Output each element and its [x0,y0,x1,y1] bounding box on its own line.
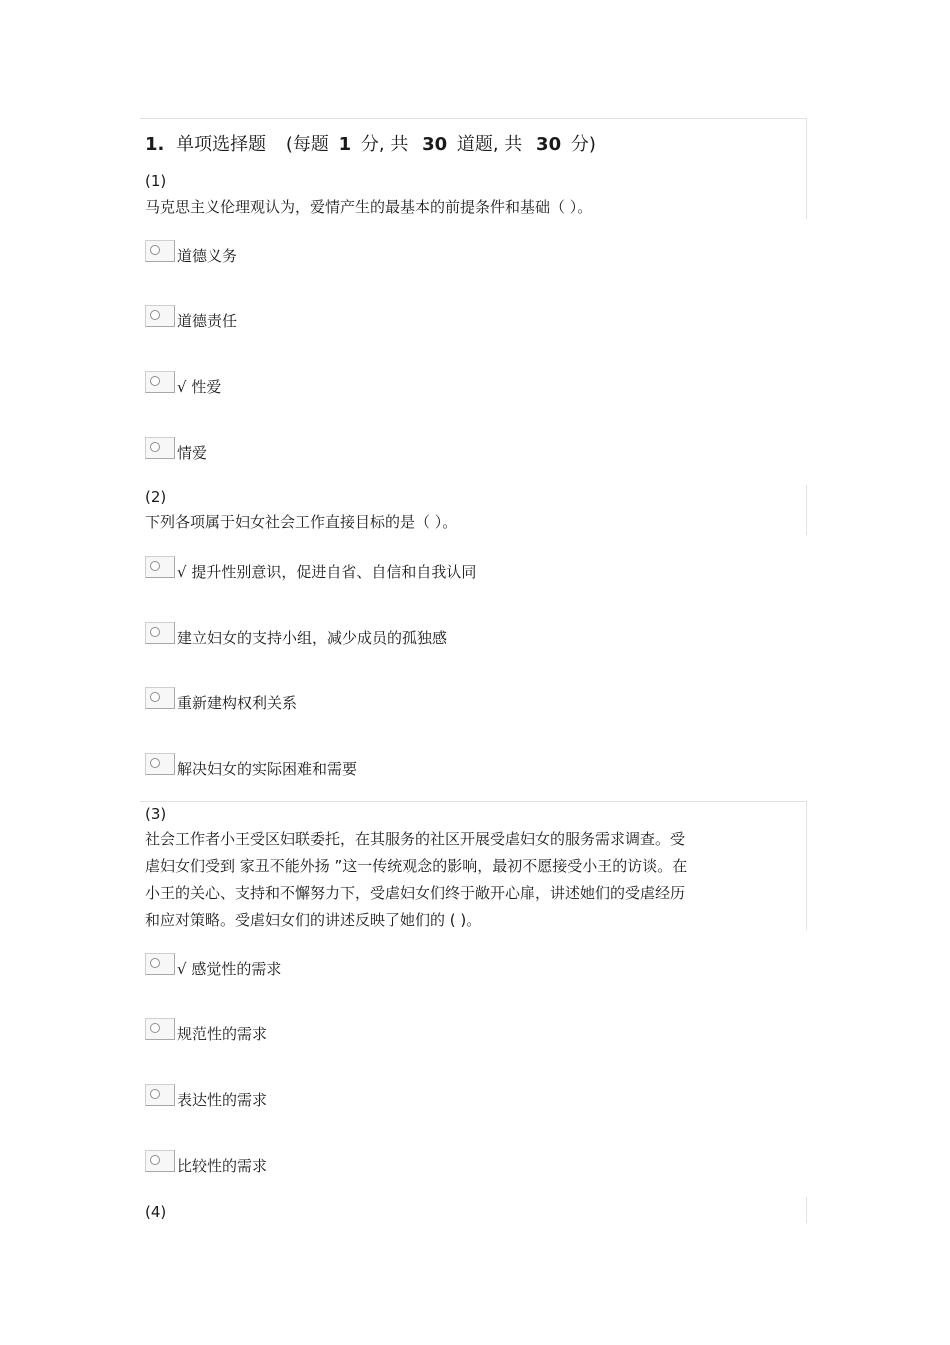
radio-button[interactable] [145,753,175,775]
option-label[interactable]: √ 感觉性的需求 [177,960,282,978]
stem-line: 小王的关心、支持和不懈努力下，受虐妇女们终于敞开心扉，讲述她们的受虐经历 [145,884,686,902]
option-label[interactable]: 重新建构权利关系 [177,694,298,712]
option-label[interactable]: 表达性的需求 [177,1091,268,1109]
option-label[interactable]: 比较性的需求 [177,1157,268,1175]
option-label[interactable]: 规范性的需求 [177,1025,268,1043]
radio-button[interactable] [145,305,175,327]
radio-button[interactable] [145,622,175,644]
radio-button[interactable] [145,953,175,975]
question-2-stem [145,509,457,536]
scoring-close: 分) [570,134,596,155]
stem-line: 马克思主义伦理观认为，爱情产生的最基本的前提条件和基础（ ）。 [145,198,593,216]
question-1-number: (1) [145,172,167,190]
radio-circle-icon [150,627,160,637]
scoring-mid1: 分, 共 [360,134,409,155]
radio-circle-icon [150,1089,160,1099]
stem-line: 下列各项属于妇女社会工作直接目标的是（ ）。 [145,513,458,531]
radio-circle-icon [150,692,160,702]
radio-circle-icon [150,310,160,320]
points-per-question: 1 [338,134,352,155]
radio-button[interactable] [145,437,175,459]
radio-button[interactable] [145,371,175,393]
radio-circle-icon [150,245,160,255]
total-points: 30 [536,134,562,155]
option-label[interactable]: √ 提升性别意识，促进自省、自信和自我认同 [177,563,477,581]
radio-button[interactable] [145,1150,175,1172]
section-title: 单项选择题 [176,134,267,155]
option-label[interactable]: 道德义务 [177,247,238,265]
option-label[interactable]: 道德责任 [177,312,238,330]
stem-line: 虐妇女们受到 家丑不能外扬 ”这一传统观念的影响，最初不愿接受小王的访谈。在 [145,857,688,875]
stem-line: 社会工作者小王受区妇联委托，在其服务的社区开展受虐妇女的服务需求调查。受 [145,830,686,848]
option-label[interactable]: 建立妇女的支持小组，减少成员的孤独感 [177,629,448,647]
radio-circle-icon [150,1023,160,1033]
option-label[interactable]: 情爱 [177,444,208,462]
radio-button[interactable] [145,240,175,262]
section-number: 1. [145,134,165,155]
section-heading [145,130,596,156]
radio-button[interactable] [145,687,175,709]
stem-line: 和应对策略。受虐妇女们的讲述反映了她们的 ( )。 [145,911,482,929]
question-3-stem [145,826,687,934]
option-label[interactable]: √ 性爱 [177,378,222,396]
radio-button[interactable] [145,556,175,578]
scoring-open: (每题 [285,134,329,155]
total-questions: 30 [422,134,448,155]
question-4-frame [140,1197,807,1223]
radio-button[interactable] [145,1084,175,1106]
radio-circle-icon [150,376,160,386]
radio-button[interactable] [145,1018,175,1040]
radio-circle-icon [150,442,160,452]
question-1-stem [145,194,592,221]
option-label[interactable]: 解决妇女的实际困难和需要 [177,760,358,778]
radio-circle-icon [150,758,160,768]
question-2-number: (2) [145,488,167,506]
radio-circle-icon [150,561,160,571]
radio-circle-icon [150,1155,160,1165]
question-4-number: (4) [145,1203,167,1221]
question-3-number: (3) [145,805,167,823]
radio-circle-icon [150,958,160,968]
scoring-mid2: 道题, 共 [456,134,523,155]
